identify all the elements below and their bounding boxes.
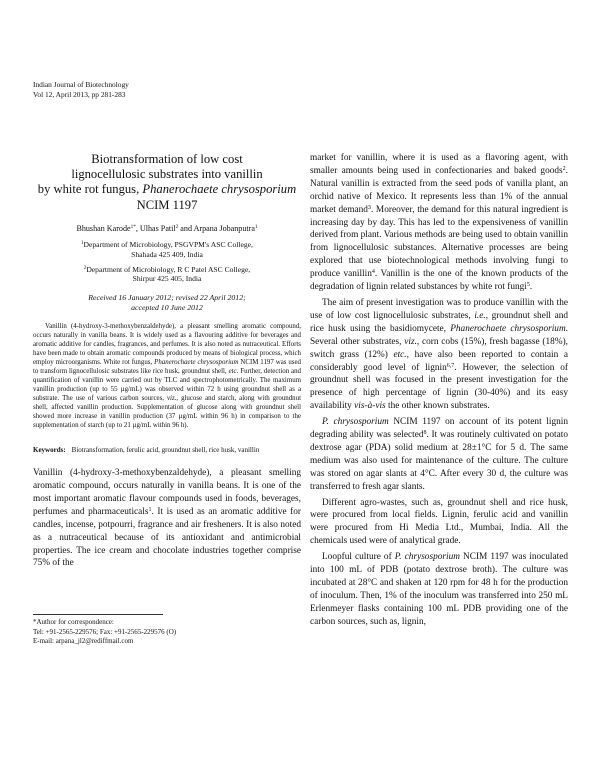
body-paragraph: market for vanillin, where it is used as a flavoring agent, with smaller amounts being used in confectionaries and baked goods$^2$. Natural vanillin is extracted from the seed pods of vanilla plant, an orchid native of Mexico. It represents less than 1% of the annual market demand$^3$. Moreover, the demand for this natural ingredient is increasing day by day. This has led to the expensiveness of vanillin derived from plant. Various methods are being used to obtain vanillin from lignocellulosic substances. Alternative processes are being explored that use biotechnological methods involving fungi to produce vanillin$^4$. Vanillin is the one of the known products of the degradation of lignin related substances by white rot fungi$^5$. — [310, 153, 568, 293]
footnote-divider — [33, 614, 163, 615]
affiliation-1: $^1$Department of Microbiology, PSGVPM's ASC College, Shahada 425 409, India — [81, 240, 253, 259]
intro-paragraph: Vanillin (4-hydroxy-3-methoxybenzaldehyde), a pleasant smelling aromatic compound, occurs naturally in vanilla beans. It is one of the most important aromatic flavour compounds used in foods, beverages, perfumes and pharmaceuticals$^1$. It is used as an aromatic additive for candles, incense, potpourri, fragrance and air fresheners. It is also noted as a nutraceutical because of its antioxidant and antimicrobial properties. The ice cream and chocolate industries together comprise 75% of the — [33, 468, 301, 569]
received-dates: Received 16 January 2012; revised 22 April 2012; accepted 10 June 2012 — [88, 292, 246, 312]
keywords-text: Biotransformation, ferulic acid, groundnut shell, rice husk, vanillin — [71, 445, 260, 454]
article-title: Biotransformation of low cost lignocellulosic substrates into vanillin by white rot fungus, Phanerochaete chrysosporium NCIM 1197 — [37, 152, 297, 212]
affiliation-2: $^2$Department of Microbiology, R C Patel ASC College, Shirpur 425 405, India — [83, 264, 251, 284]
keywords-label: Keywords: — [33, 445, 66, 454]
right-column — [310, 152, 568, 629]
correspondence-footnote: *Author for correspondence: Tel: +91-2565-229576; Fax: +91-2565-229576 (O) E-mail: arpana_jl2@rediffmail.com — [33, 618, 301, 646]
body-paragraph: Different agro-wastes, such as, groundnut shell and rice husk, were procured from local fields. Lignin, ferulic acid and vanillin were procured from Hi Media Ltd., Mumbai, India. All the chemicals used were of analytical grade. — [310, 497, 568, 547]
journal-issue: Vol 12, April 2013, pp 281-283 — [33, 90, 126, 99]
author-name: Ulhas Patil — [139, 223, 176, 233]
body-paragraph: Loopful culture of P. chrysosporium NCIM 1197 was inoculated into 100 mL of PDB (potato dextrose broth). The culture was incubated at 28°C and shaken at 120 rpm for 48 h for the production of inoculum. Then, 1% of the inoculum was transferred into 250 mL Erlenmeyer flasks containing 100 mL PDB providing one of the carbon sources, such as, lignin, — [310, 552, 568, 627]
author-name: Arpana Jobanputra — [193, 223, 255, 233]
left-column — [33, 152, 301, 646]
author-list: Bhushan Karode$^{1*}$, Ulhas Patil$^2$ and Arpana Jobanputra$^1$ — [76, 223, 258, 233]
journal-name: Indian Journal of Biotechnology — [33, 80, 129, 89]
author-name: Bhushan Karode — [76, 223, 131, 233]
abstract: Vanillin (4-hydroxy-3-methoxybenzaldehyde), a pleasant smelling aromatic compound, occurs naturally in vanilla beans. It is widely used as a flavouring additive for beverages and aromatic additive for candles, fragrances, and perfumes. It is also noted as nutraceutical. Efforts have been made to obtain aromatic compounds produced by means of biological process, which employ microorganisms. White rot fungus, Phanerochaete chrysosporium NCIM 1197 was used to transform lignocellulosic substrates like rice husk, groundnut shell, etc. Further, detection and quantification of vanillin were carried out by TLC and spectrophotometrically. The maximum vanillin production (up to 55 µg/mL) was observed within 72 h using groundnut shell as a substrate. The use of various carbon sources, viz., glucose and starch, along with groundnut shell, affected vanillin production. Supplementation of glucose along with groundnut shell showed more increase in vanillin production (37 µg/mL within 96 h) in comparison to the supplementation of starch (up to 21 µg/mL within 96 h). — [33, 322, 302, 429]
title-species: Phanerochaete chrysosporium — [142, 182, 297, 197]
keywords — [33, 446, 301, 455]
body-paragraph: P. chrysosporium NCIM 1197 on account of its potent lignin degrading ability was selected$^8$. It was routinely cultivated on potato dextrose agar (PDA) solid medium at 28±1°C for 5 d. The same medium was also used for maintenance of the culture. The culture was stored on agar slants at 4°C. After every 30 d, the culture was transferred to fresh agar slants. — [310, 417, 568, 492]
title-strain: NCIM 1197 — [136, 197, 198, 212]
author-email: E-mail: arpana_jl2@rediffmail.com — [33, 636, 134, 645]
journal-header — [33, 80, 293, 100]
body-paragraph: The aim of present investigation was to produce vanillin with the use of low cost lignocellulosic substrates, i.e., groundnut shell and rice husk using the basidiomycete, Phanerochaete chrysosporium. Several other substrates, viz., corn cobs (15%), fresh bagasse (18%), switch grass (12%) etc., have also been reported to contain a considerably good level of lignin$^{6,7}$. However, the selection of groundnut shell was focused in the present investigation for the presence of high percentage of lignin (30-40%) and its easy availability vis-à-vis the other known substrates. — [310, 297, 569, 412]
